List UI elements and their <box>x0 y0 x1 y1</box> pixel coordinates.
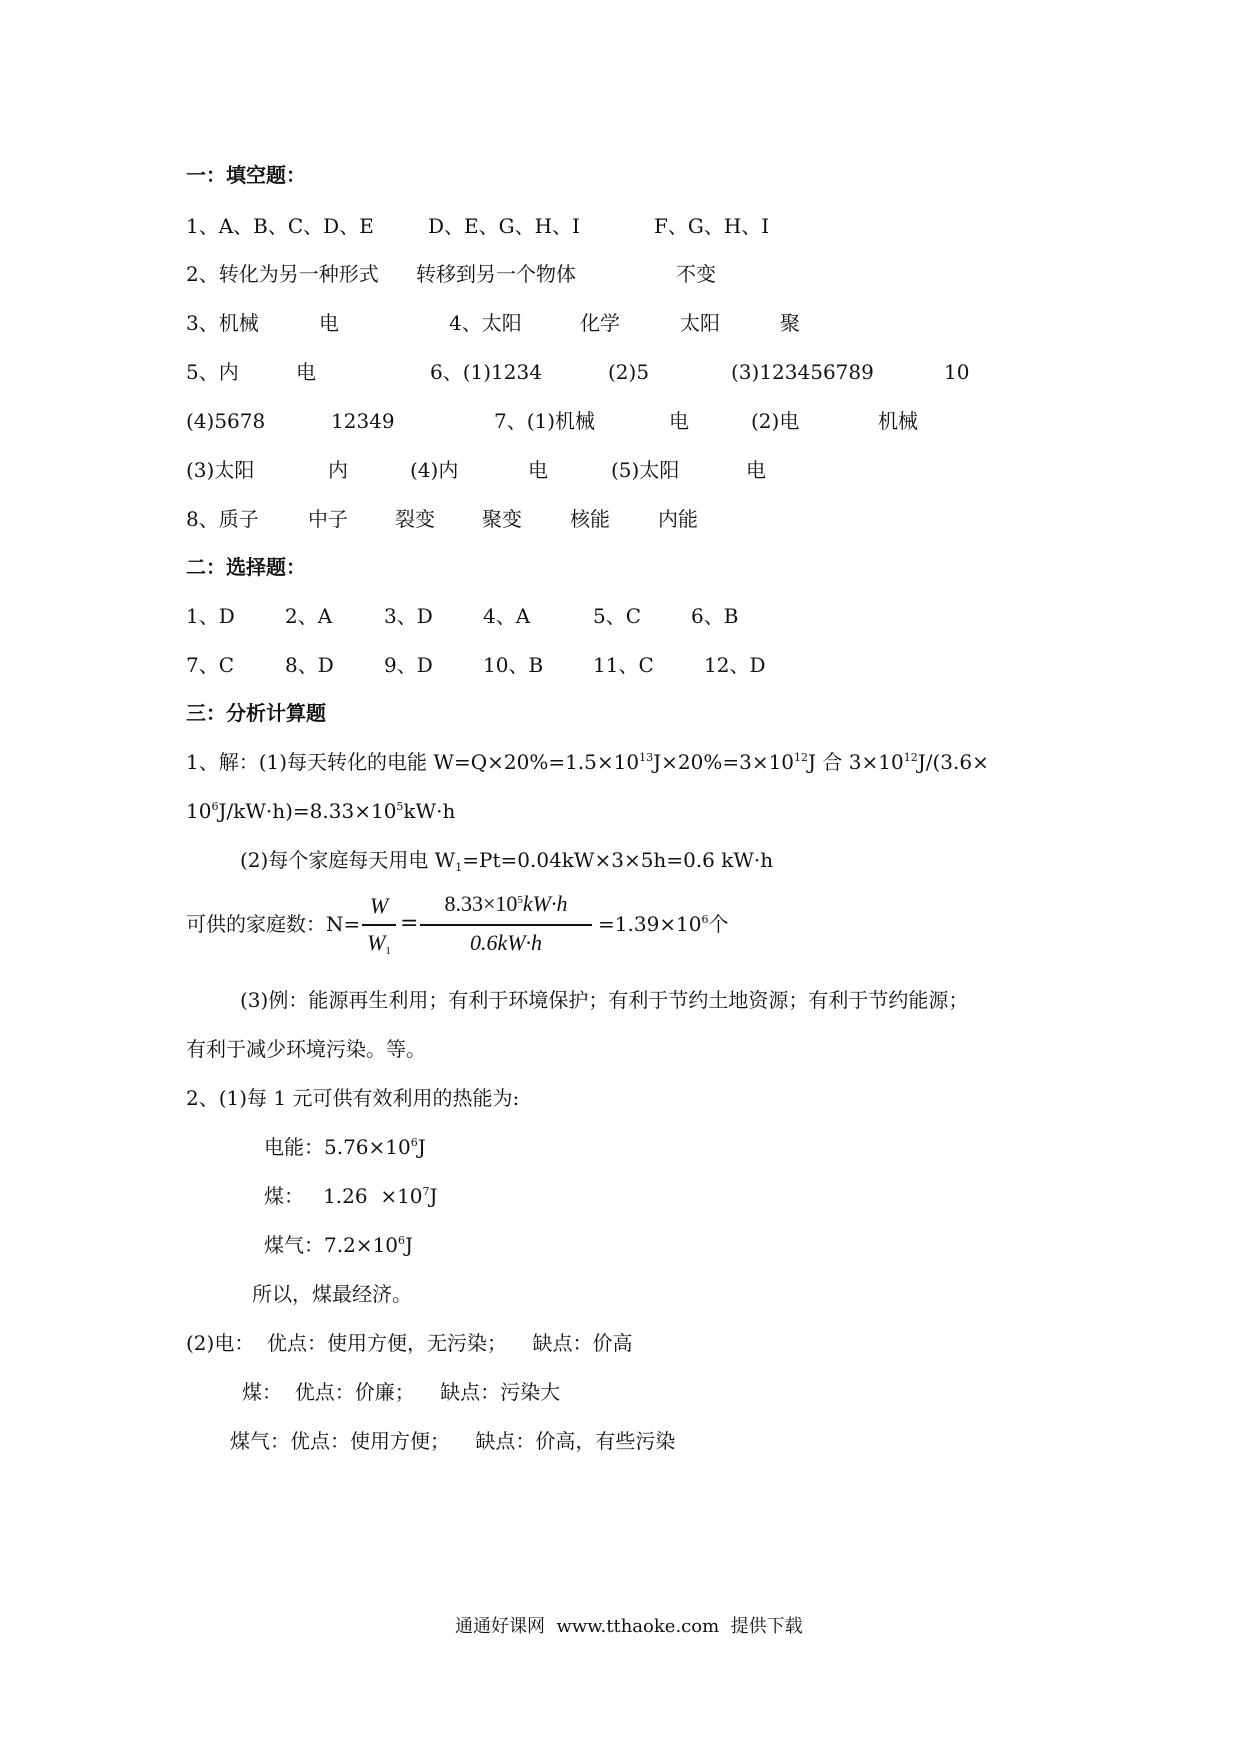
calc-q2-electric: 电能：$5.76\times 10^6J$ <box>264 1135 426 1159</box>
fraction-1-bar <box>362 924 396 926</box>
calc-q2-gas: 煤气：$7.2\times 10^6J$ <box>264 1233 414 1257</box>
calc-q1-part1-line1: 1、解：(1)每天转化的电能 $W=Q\times 20\%=1.5\times 10^{13}J\times 20\%=3\times 10^{12}J$ 合 $3\times 10^{12}J/(3.6\times$ <box>186 750 989 774</box>
calc-q2-head: 2、(1)每 1 元可供有效利用的热能为: <box>186 1086 520 1110</box>
calc-q2-coal: 煤： $1.26 \times 10^7J$ <box>264 1184 438 1208</box>
formula-equals: = <box>400 911 419 936</box>
section-fill-in-title: 一：填空题： <box>186 163 306 187</box>
fraction-2-bar <box>420 924 592 926</box>
fraction-2-numerator: $8.33\times 10^5kW\cdot h$ <box>444 891 568 916</box>
page-footer: 通通好课网 www.tthaoke.com 提供下载 <box>455 1616 803 1637</box>
fraction-2-denominator: 0.6kW·h <box>469 930 543 955</box>
formula-label: 可供的家庭数：N= <box>186 912 361 936</box>
calc-q2-pros-gas: 煤气：优点：使用方便； 缺点：价高，有些污染 <box>230 1429 676 1453</box>
section-choice-title: 二：选择题： <box>186 555 306 579</box>
fraction-1-numerator: W <box>369 893 389 918</box>
calc-q2-pros-coal: 煤： 优点：价廉； 缺点：污染大 <box>242 1380 561 1404</box>
calc-q1-part3-line2: 有利于减少环境污染。等。 <box>186 1037 426 1061</box>
calc-q2-conclusion: 所以，煤最经济。 <box>252 1282 412 1306</box>
calc-q1-part2: (2)每个家庭每天用电 $W_1=Pt=0.04kW\times 3\times 5h=0.6$ kW·h <box>240 848 774 874</box>
calc-q1-part1-line2: $10^6J/kW\cdot h)=8.33\times 10^5kW\cdot h$ <box>186 799 456 823</box>
fraction-1-denominator: $W_1$ <box>367 930 391 957</box>
calc-q2-pros-electric: (2)电： 优点：使用方便，无污染； 缺点：价高 <box>186 1331 633 1355</box>
section-calc-title: 三：分析计算题 <box>186 701 326 725</box>
formula-result: $=1.39\times 10^6$个 <box>598 912 729 936</box>
calc-q1-part3-line1: (3)例：能源再生利用；有利于环境保护；有利于节约土地资源；有利于节约能源； <box>240 988 969 1012</box>
